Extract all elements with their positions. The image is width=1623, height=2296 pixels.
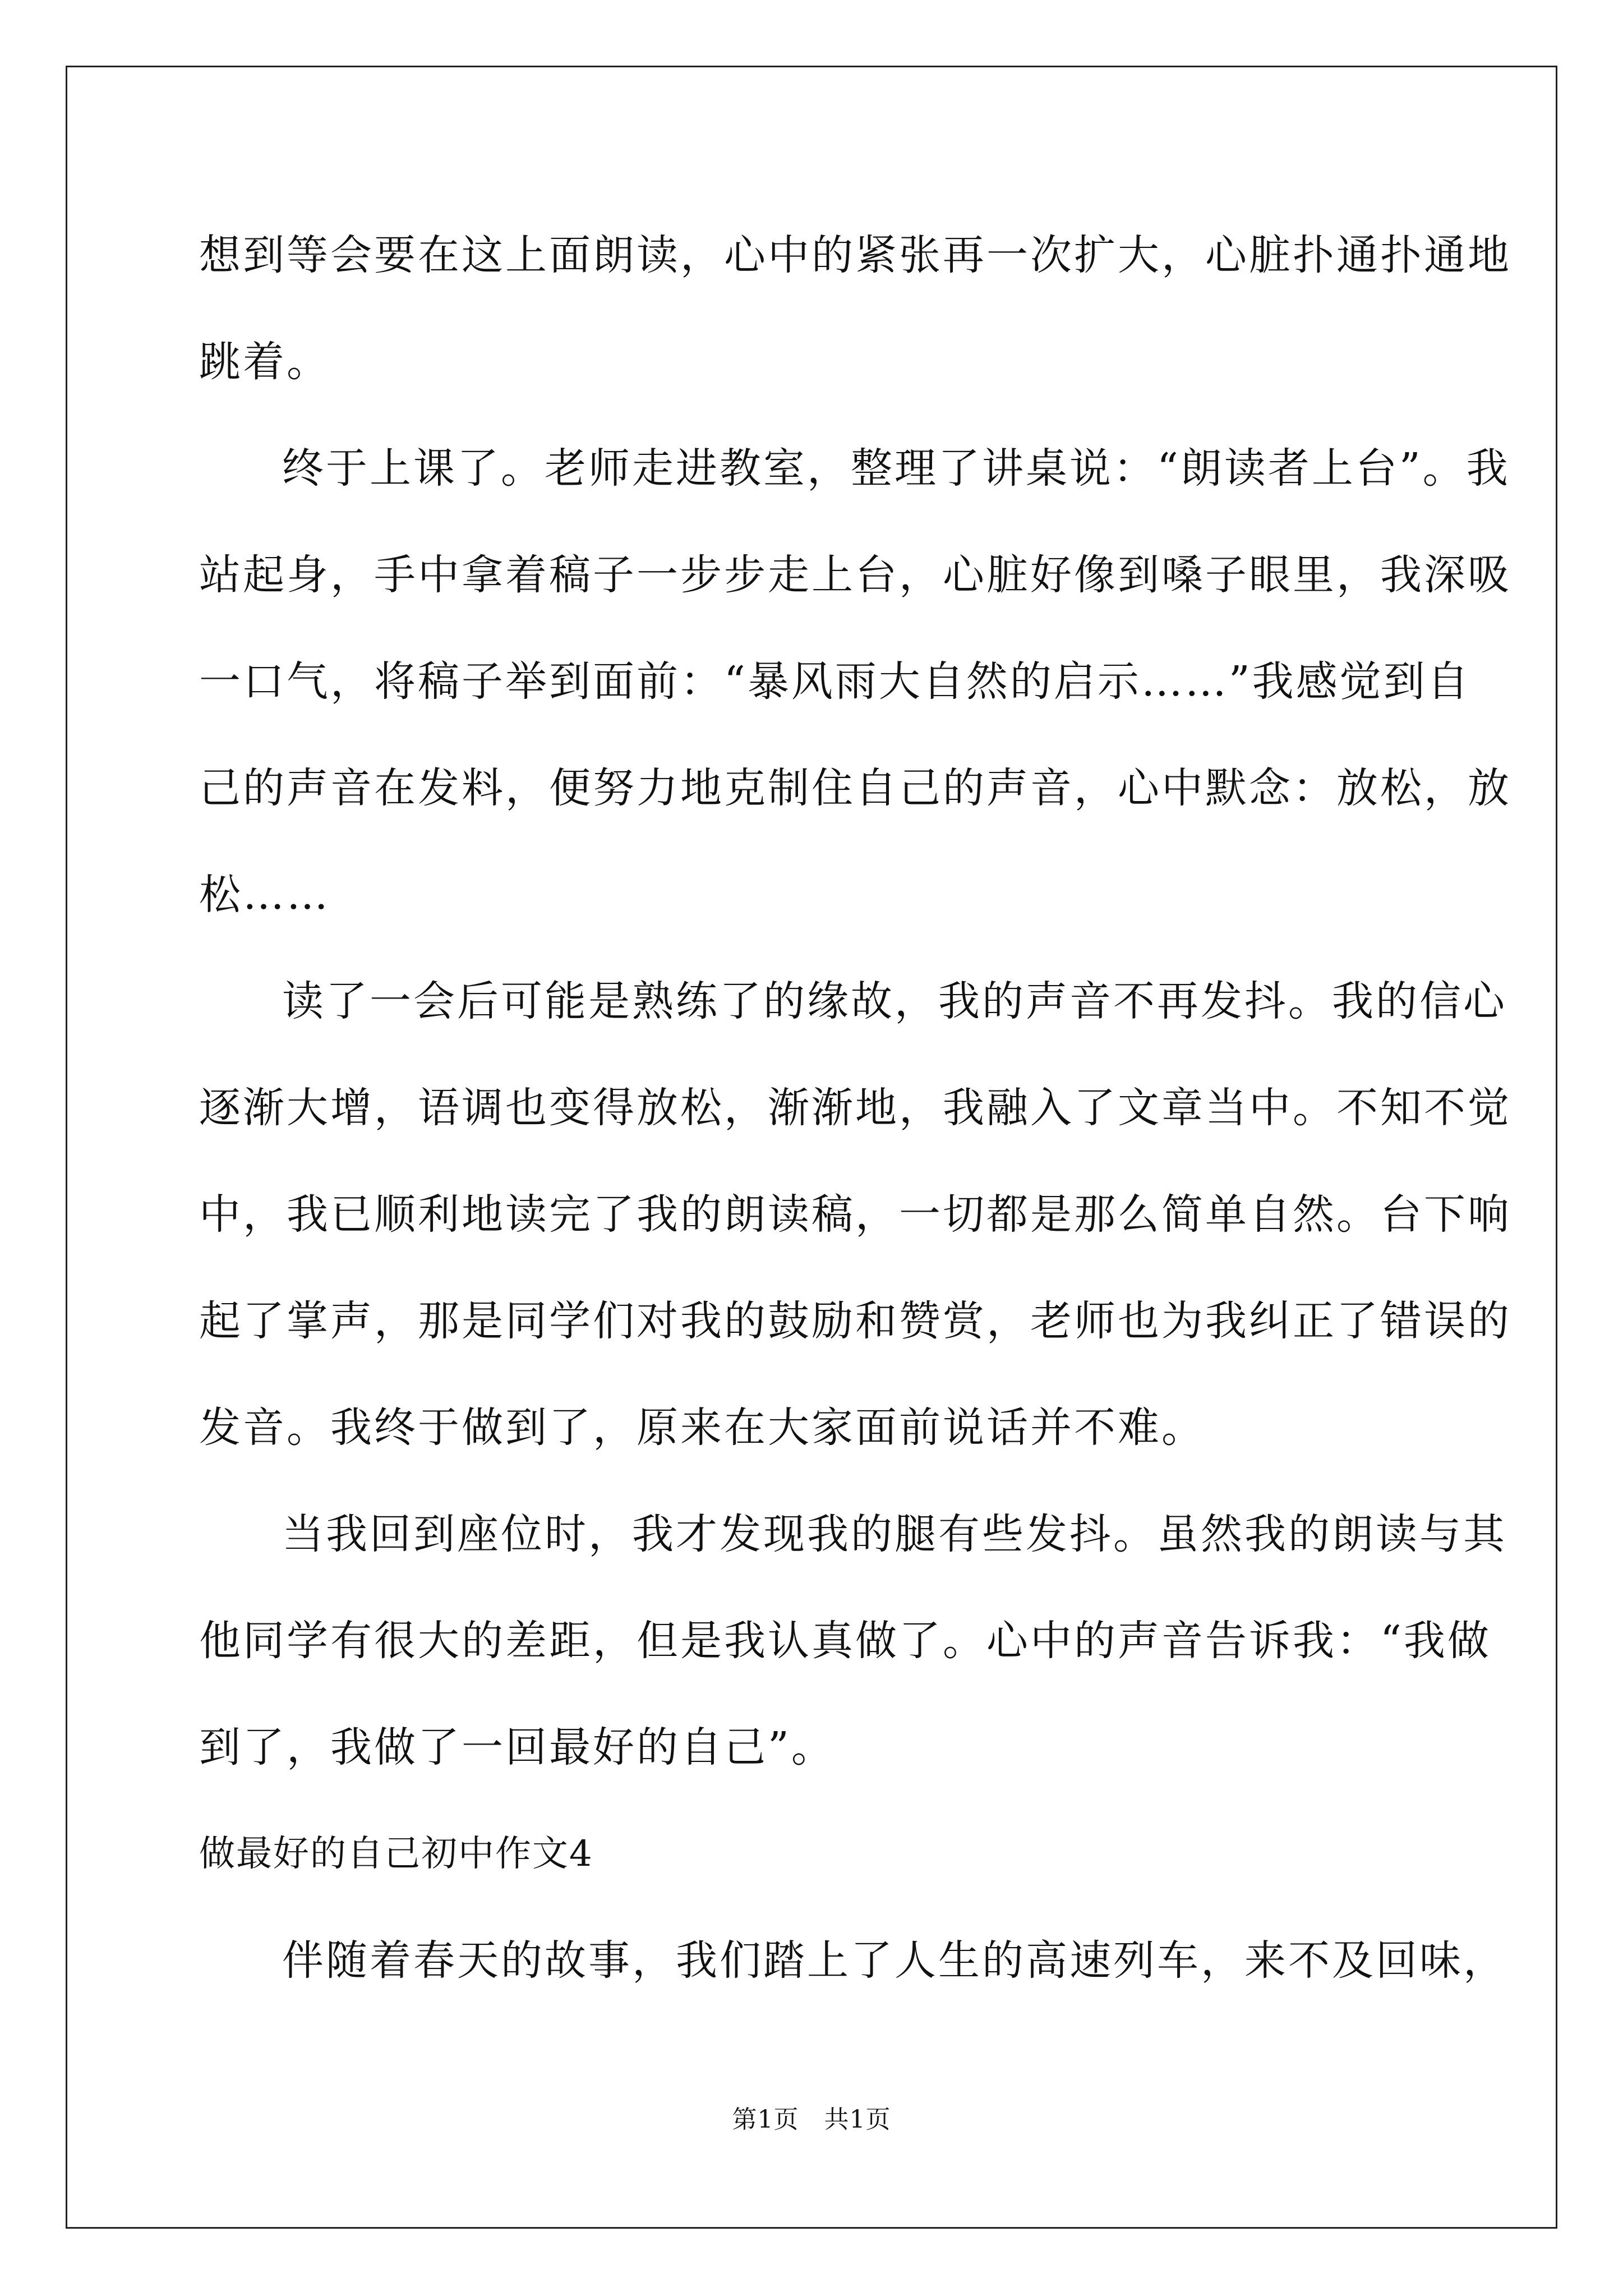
paragraph-line: 终于上课了。老师走进教室，整理了讲桌说：“朗读者上台”。我 bbox=[282, 444, 1510, 493]
paragraph-line: 一口气，将稿子举到面前：“暴风雨大自然的启示……”我感觉到自 bbox=[199, 657, 1471, 706]
paragraph-line: 伴随着春天的故事，我们踏上了人生的高速列车，来不及回味， bbox=[282, 1936, 1507, 1985]
document-body bbox=[199, 202, 1511, 2014]
paragraph-line: 己的声音在发料，便努力地克制住自己的声音，心中默念：放松，放 bbox=[199, 764, 1511, 812]
paragraph-line: 松…… bbox=[199, 871, 330, 919]
page-footer: 第1页 共1页 bbox=[732, 2105, 891, 2134]
section-heading: 做最好的自己初中作文4 bbox=[199, 1833, 593, 1875]
paragraph-line: 读了一会后可能是熟练了的缘故，我的声音不再发抖。我的信心 bbox=[282, 977, 1507, 1025]
paragraph-line: 中，我已顺利地读完了我的朗读稿，一切都是那么简单自然。台下响 bbox=[199, 1190, 1511, 1239]
paragraph-line: 发音。我终于做到了，原来在大家面前说话并不难。 bbox=[199, 1404, 1205, 1452]
paragraph-line: 起了掌声，那是同学们对我的鼓励和赞赏，老师也为我纠正了错误的 bbox=[199, 1297, 1511, 1345]
paragraph-line: 当我回到座位时，我才发现我的腿有些发抖。虽然我的朗读与其 bbox=[282, 1510, 1507, 1558]
paragraph-line: 想到等会要在这上面朗读，心中的紧张再一次扩大，心脏扑通扑通地 bbox=[199, 231, 1511, 279]
paragraph-line: 站起身，手中拿着稿子一步步走上台，心脏好像到嗓子眼里，我深吸 bbox=[199, 551, 1511, 599]
paragraph-line: 他同学有很大的差距，但是我认真做了。心中的声音告诉我：“我做 bbox=[199, 1617, 1491, 1665]
paragraph-line: 跳着。 bbox=[199, 338, 330, 386]
paragraph-line: 到了，我做了一回最好的自己”。 bbox=[199, 1723, 835, 1772]
paragraph-line: 逐渐大增，语调也变得放松，渐渐地，我融入了文章当中。不知不觉 bbox=[199, 1084, 1511, 1132]
